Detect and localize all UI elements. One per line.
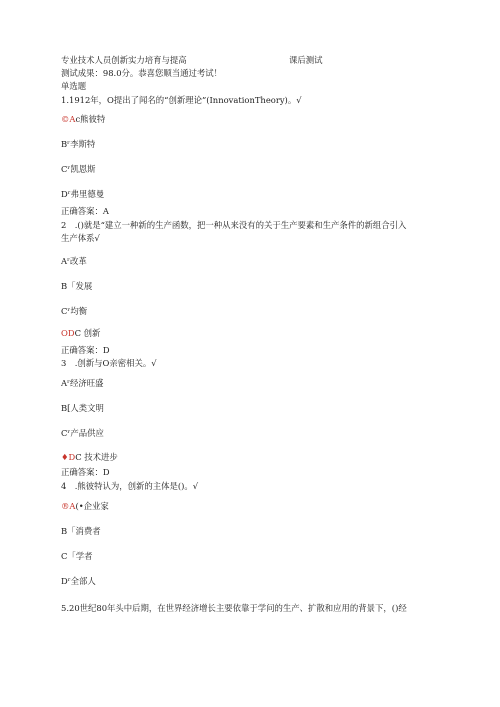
option-text: C 技术进步	[75, 452, 118, 462]
option-marker: D	[61, 576, 68, 586]
question-1-stem: 1.1912年，O提出了闻名的“创新理论”(InnovationTheory)。√	[61, 95, 302, 105]
option-text: ʳ李斯特	[67, 139, 96, 149]
question-1-option-a	[61, 114, 105, 125]
question-2-option-d	[61, 328, 100, 339]
section-title: 单选题	[61, 81, 87, 91]
option-marker: A	[61, 256, 68, 266]
option-marker: B	[61, 281, 68, 291]
question-1-answer: 正确答案：A	[61, 206, 109, 216]
option-text: ʳ全部人	[67, 576, 96, 586]
option-text: 「消费者	[67, 526, 101, 536]
question-1-option-d	[61, 189, 104, 200]
option-text: ʳ产品供应	[67, 428, 104, 438]
question-2-answer: 正确答案：D	[61, 345, 110, 355]
question-1-option-b	[61, 139, 95, 150]
option-marker: B	[61, 403, 68, 413]
option-text: C 创新	[74, 328, 101, 338]
question-2-option-c	[61, 306, 87, 317]
question-5-stem: 5.20世纪80年头中后期，在世界经济增长主要依靠于学问的生产、扩散和应用的背景下，()经	[61, 603, 407, 613]
option-marker: C	[61, 306, 68, 316]
question-3-option-a	[61, 378, 103, 389]
test-label: 课后测试	[289, 55, 323, 65]
option-text: c熊彼特	[75, 114, 106, 124]
option-marker: C	[61, 551, 68, 561]
question-2-option-a	[61, 256, 87, 267]
option-marker: A	[61, 378, 68, 388]
option-marker: ®A	[61, 501, 76, 511]
option-marker: B	[61, 139, 68, 149]
option-text: 「学者	[67, 551, 93, 561]
question-2-stem-line2: 生产体系√	[61, 233, 100, 243]
question-2-option-b	[61, 281, 92, 292]
question-3-option-c	[61, 428, 104, 439]
header-line	[61, 55, 323, 66]
question-3-option-b	[61, 403, 104, 414]
option-text: ʳ均衡	[67, 306, 88, 316]
option-marker: D	[61, 189, 68, 199]
option-marker: B	[61, 526, 68, 536]
option-text: 「发展	[67, 281, 93, 291]
question-3-answer: 正确答案：D	[61, 467, 110, 477]
test-result: 测试成果：98.0分。恭喜您顺当通过考试！	[61, 68, 223, 78]
option-marker: ©A	[61, 114, 76, 124]
option-marker: C	[61, 164, 68, 174]
option-text: [人类文明	[67, 403, 104, 413]
option-text: ʳ改革	[67, 256, 87, 266]
option-marker: ♦D	[61, 452, 76, 462]
option-text: ʳ凯恩斯	[67, 164, 96, 174]
question-3-stem: 3 .创新与O亲密相关。√	[61, 358, 157, 368]
option-marker: OD	[61, 328, 75, 338]
option-marker: C	[61, 428, 68, 438]
course-title: 专业技术人员创新实力培育与提高	[61, 55, 187, 65]
question-4-option-b	[61, 526, 101, 537]
question-3-option-d	[61, 452, 118, 463]
question-4-option-a	[61, 501, 109, 512]
option-text: (•企业家	[75, 501, 109, 511]
question-2-stem-line1: 2 .()就是“建立一种新的生产函数，把一种从来没有的关于生产要素和生产条件的新组合引入	[61, 220, 407, 230]
question-4-option-c	[61, 551, 93, 562]
option-text: ʳ经济旺盛	[67, 378, 104, 388]
option-text: ʳ弗里德曼	[67, 189, 105, 199]
question-1-option-c	[61, 164, 95, 175]
question-4-option-d	[61, 576, 96, 587]
question-4-stem: 4 .熊彼特认为，创新的主体是()。√	[61, 481, 199, 491]
